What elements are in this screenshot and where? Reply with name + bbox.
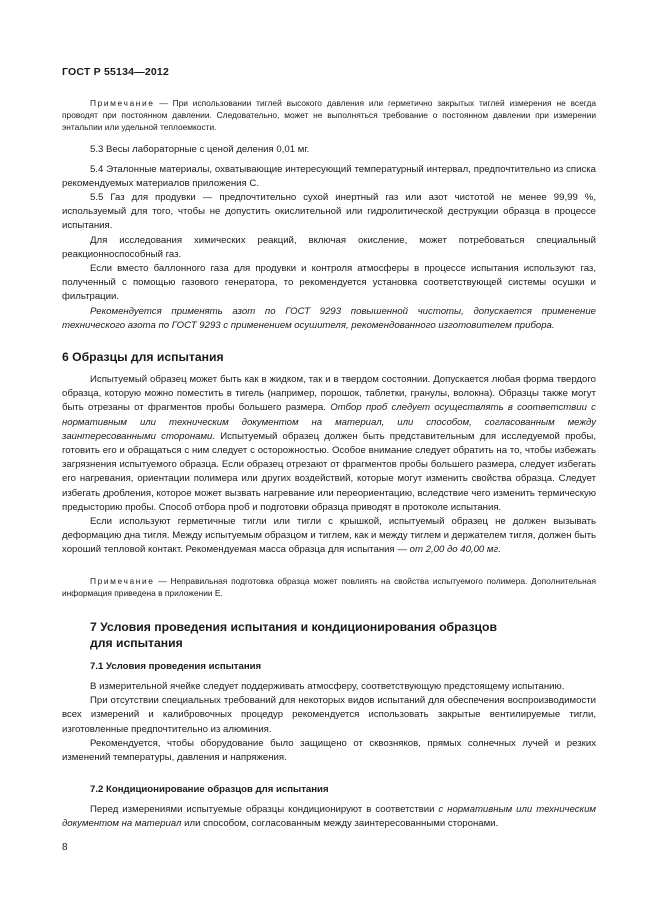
document-header: ГОСТ Р 55134—2012 — [62, 66, 170, 78]
clause-7-2-title: 7.2 Кондиционирование образцов для испытания — [90, 784, 329, 795]
clause-7-2-body: Перед измерениями испытуемые образцы кондиционируют в соответствии с нормативным или техническим документом на материал или способом, согласованным между заинтересованными сторонами. — [62, 804, 596, 830]
section-6-p2: Если используют герметичные тигли или тигли с крышкой, испытуемый образец не должен вызывать деформацию дна тигля. Между испытуемым образцом и тиглем, как и между тиглем и держателем тигля, должен быть хороший тепловой контакт. Рекомендуемая масса образца для испытания — от 2,00 до 40,00 мг. — [62, 516, 596, 556]
note-text: — Неправильная подготовка образца может повлиять на свойства испытуемого полимера. Дополнительная информация приведена в приложении Е. — [62, 576, 596, 599]
note-pressure — [62, 97, 596, 133]
clause-5-3: 5.3 Весы лабораторные с ценой деления 0,01 мг. — [90, 144, 310, 155]
section-7-title: 7 Условия проведения испытания и кондиционирования образцов для испытания — [90, 620, 497, 650]
page-number: 8 — [62, 842, 68, 853]
section-6-title: 6 Образцы для испытания — [62, 350, 224, 364]
clause-5-5-p1: 5.5 Газ для продувки — предпочтительно сухой инертный газ или азот чистотой не менее 99,99 %, используемый для того, чтобы не допустить окислительной или гидролитической деструкции образца в процессе испытания. — [62, 192, 596, 232]
clause-5-5-p3: Если вместо баллонного газа для продувки и контроля атмосферы в процессе испытания используют газ, полученный с помощью газового генератора, то рекомендуется установка соответствующей системы осушки и фильтрации. — [62, 263, 596, 303]
clause-5-5-p4: Рекомендуется применять азот по ГОСТ 9293 повышенной чистоты, допускается применение технического азота по ГОСТ 9293 с применением осушителя, рекомендованного изготовителем прибора. — [62, 305, 596, 331]
note-label: Примечание — [90, 98, 155, 108]
note-text: — При использовании тиглей высокого давления или герметично закрытых тиглей измерения не всегда проводят при постоянном давлении. Следовательно, может не выполняться требование о постоянном давлении при измерении энтальпии или удельной теплоемкости. — [62, 98, 596, 133]
clause-5-4: 5.4 Эталонные материалы, охватывающие интересующий температурный интервал, предпочтительно из списка рекомендуемых материалов приложения С. — [62, 164, 596, 190]
clause-7-1-title: 7.1 Условия проведения испытания — [90, 661, 262, 672]
section-6-p1: Испытуемый образец может быть как в жидком, так и в твердом состоянии. Допускается любая форма твердого образца, которую можно поместить в тигель (например, порошок, таблетки, гранулы, волокна). Образцы также могут быть отрезаны от фрагментов пробы большего размера. Отбор проб следует осуществлять в соответствии с нормативным или техническим документом на материал, или способом, согласованным между заинтересованными сторонами. Испытуемый образец должен быть представительным для исследуемой пробы, готовить его и обращаться с ним следует с осторожностью. Особое внимание следует обратить на то, чтобы избежать загрязнения испытуемого образца. Если образец отрезают от фрагментов пробы большего размера, следует избегать его нагревания, ориентации полимера или других воздействий, которые могут изменить свойства образца. Следует избегать дробления, которое может вызвать нагревание или переориентацию, вследствие чего изменить термическую предысторию пробы. Способ отбора проб и подготовки образца приводят в протоколе испытания. — [62, 374, 596, 513]
clause-7-1-body: В измерительной ячейке следует поддерживать атмосферу, соответствующую предстоящему испытанию. При отсутствии специальных требований для некоторых видов испытаний для обеспечения воспроизводимости всех измерений и калибровочных процедур рекомендуется использовать закрытые вентилируемые тигли, изготовленные предпочтительно из алюминия. Рекомендуется, чтобы оборудование было защищено от сквозняков, прямых солнечных лучей и резких изменений температуры, давления и напряжения. — [62, 681, 596, 764]
clause-5-5 — [62, 191, 596, 333]
note-label: Примечание — [90, 576, 155, 586]
section-6-body — [62, 373, 596, 558]
note-sample-prep — [62, 575, 596, 599]
clause-5-5-p2: Для исследования химических реакций, включая окисление, может потребоваться специальный реакционноспособный газ. — [62, 234, 596, 260]
